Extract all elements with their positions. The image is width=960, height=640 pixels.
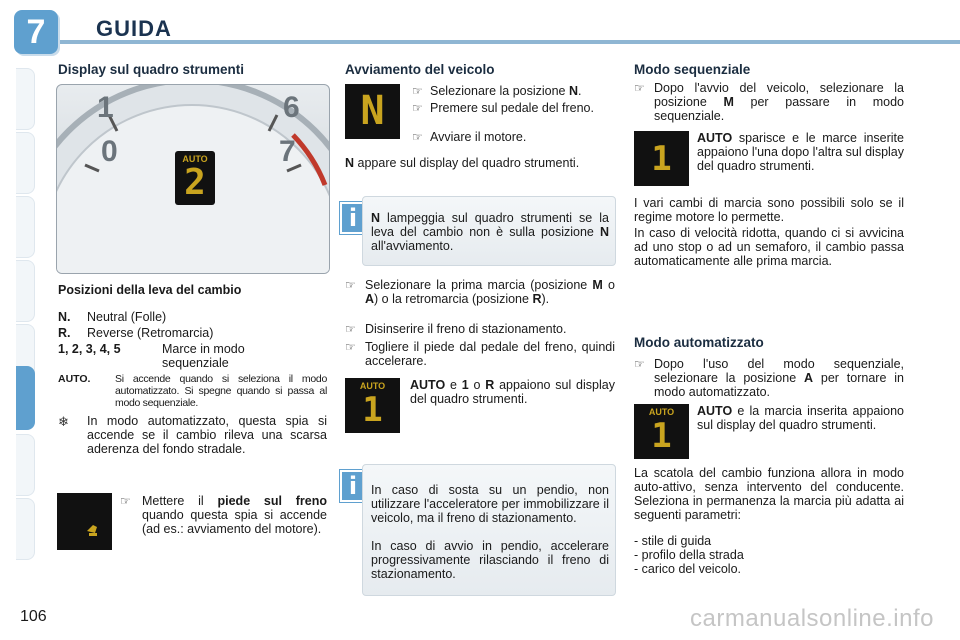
auto-display-note-2: AUTO e la marcia inserita appaiono sul display del quadro strumenti. bbox=[697, 404, 904, 432]
brake-warning-lamp bbox=[57, 493, 112, 550]
info-box-slope bbox=[362, 464, 616, 596]
sidebar-tab-4[interactable] bbox=[16, 260, 35, 322]
seq-1-display bbox=[634, 131, 689, 186]
auto-gear-display-label: AUTO bbox=[648, 407, 675, 417]
start-step-3: Avviare il motore. bbox=[430, 130, 527, 144]
sidebar-tab-6[interactable] bbox=[16, 434, 35, 496]
gear-display bbox=[175, 151, 215, 205]
snow-mode-note: In modo automatizzato, questa spia si accende se il cambio rileva una scarsa aderenza del fondo stradale. bbox=[87, 414, 327, 456]
bullet-icon: ☞ bbox=[345, 278, 356, 292]
gear-desc-n: Neutral (Folle) bbox=[87, 310, 167, 324]
chapter-number: 7 bbox=[26, 13, 46, 51]
info-box-slope-p1: In caso di sosta su un pendio, non utilizzare l'acceleratore per immobilizzare il veicolo, ma il freno di stazionamento. bbox=[371, 483, 609, 525]
dial-tick-1: 1 bbox=[97, 91, 114, 124]
brake-note: Mettere il piede sul freno quando questa spia si accende (ad es.: avviamento del motore). bbox=[142, 494, 328, 536]
section-heading-start: Avviamento del veicolo bbox=[345, 62, 495, 77]
auto-1-display-digit: 1 bbox=[362, 390, 383, 430]
auto-desc: Si accende quando si seleziona il modo automatizzato. Si spegne quando si passa al modo sequenziale. bbox=[115, 373, 327, 409]
param-road: - profilo della strada bbox=[634, 548, 744, 562]
foot-brake-icon bbox=[57, 493, 112, 550]
start-step-4: Selezionare la prima marcia (posizione M o A) o la retromarcia (posizione R). bbox=[365, 278, 615, 306]
auto-display-note: AUTO e 1 o R appaiono sul display del quadro strumenti. bbox=[410, 378, 615, 406]
seq-para-1: I vari cambi di marcia sono possibili solo se il regime motore lo permette. bbox=[634, 196, 904, 224]
page-title: GUIDA bbox=[96, 16, 172, 41]
gear-display-auto-label: AUTO bbox=[182, 154, 208, 164]
n-display-note: N appare sul display del quadro strumenti. bbox=[345, 156, 580, 170]
start-step-6: Togliere il piede dal pedale del freno, quindi accelerare. bbox=[365, 340, 615, 368]
auto-step: Dopo l'uso del modo sequenziale, selezionare la posizione A per tornare in modo automatizzato. bbox=[654, 357, 904, 399]
gear-desc-r: Reverse (Retromarcia) bbox=[87, 326, 214, 340]
section-heading-automated: Modo automatizzato bbox=[634, 335, 764, 350]
gear-key-r: R. bbox=[58, 326, 71, 340]
bullet-icon: ☞ bbox=[120, 494, 131, 508]
bullet-icon: ☞ bbox=[634, 357, 645, 371]
n-display bbox=[345, 84, 400, 139]
auto-key: AUTO. bbox=[58, 373, 91, 385]
sidebar-tab-1[interactable] bbox=[16, 68, 35, 130]
sidebar-tab-7[interactable] bbox=[16, 498, 35, 560]
dial-tick-0: 0 bbox=[101, 135, 118, 168]
bullet-icon: ☞ bbox=[345, 340, 356, 354]
seq-display-note: AUTO sparisce e le marce inserite appaiono l'una dopo l'altra sul display del quadro strumenti. bbox=[697, 131, 905, 173]
gear-positions-heading: Posizioni della leva del cambio bbox=[58, 283, 242, 297]
section-heading-sequential: Modo sequenziale bbox=[634, 62, 751, 77]
seq-step: Dopo l'avvio del veicolo, selezionare la posizione M per passare in modo sequenziale. bbox=[654, 81, 904, 123]
gauge-illustration bbox=[56, 84, 330, 274]
start-step-1: Selezionare la posizione N. bbox=[430, 84, 582, 98]
dial-tick-7: 7 bbox=[279, 135, 296, 168]
info-box-n-flash bbox=[362, 196, 616, 266]
section-heading-display: Display sul quadro strumenti bbox=[58, 62, 245, 77]
bullet-icon: ☞ bbox=[634, 81, 645, 95]
snowflake-icon: ❄ bbox=[58, 414, 69, 429]
gear-desc-numbers: Marce in modo sequenziale bbox=[162, 342, 245, 370]
gear-key-numbers: 1, 2, 3, 4, 5 bbox=[58, 342, 121, 356]
seq-1-display-digit: 1 bbox=[651, 139, 672, 179]
header-rule bbox=[40, 40, 960, 44]
info-box-slope-p2: In caso di avvio in pendio, accelerare progressivamente rilasciando il freno di stazionamento. bbox=[371, 539, 609, 581]
bullet-icon: ☞ bbox=[412, 84, 423, 98]
start-step-5: Disinserire il freno di stazionamento. bbox=[365, 322, 567, 336]
gear-key-n: N. bbox=[58, 310, 71, 324]
auto-gear-display bbox=[634, 404, 689, 459]
auto-1-display-label: AUTO bbox=[359, 381, 386, 391]
sidebar-tab-2[interactable] bbox=[16, 132, 35, 194]
gear-display-digit: 2 bbox=[184, 162, 206, 203]
auto-1-display bbox=[345, 378, 400, 433]
info-icon: i bbox=[340, 470, 366, 502]
watermark: carmanualsonline.info bbox=[690, 605, 934, 632]
sidebar-tab-3[interactable] bbox=[16, 196, 35, 258]
info-box-n-flash-text: N lampeggia sul quadro strumenti se la leva del cambio non è sulla posizione N all'avviamento. bbox=[371, 211, 609, 253]
start-step-2: Premere sul pedale del freno. bbox=[430, 101, 594, 115]
bullet-icon: ☞ bbox=[345, 322, 356, 336]
auto-para-1: La scatola del cambio funziona allora in modo auto-attivo, senza intervento del conducente. Seleziona in permanenza la marcia più adatta ai seguenti parametri: bbox=[634, 466, 904, 522]
bullet-icon: ☞ bbox=[412, 101, 423, 115]
page-number: 106 bbox=[20, 608, 47, 625]
auto-gear-display-digit: 1 bbox=[651, 416, 672, 456]
sidebar-tab-active[interactable] bbox=[16, 366, 35, 430]
param-style: - stile di guida bbox=[634, 534, 712, 548]
bullet-icon: ☞ bbox=[412, 130, 423, 144]
info-icon: i bbox=[340, 202, 366, 234]
n-display-letter: N bbox=[360, 88, 385, 134]
dial-tick-6: 6 bbox=[283, 91, 300, 124]
seq-para-2: In caso di velocità ridotta, quando ci si avvicina ad uno stop o ad un semaforo, il cambio passa automaticamente alle prima marcia. bbox=[634, 226, 904, 268]
param-load: - carico del veicolo. bbox=[634, 562, 741, 576]
